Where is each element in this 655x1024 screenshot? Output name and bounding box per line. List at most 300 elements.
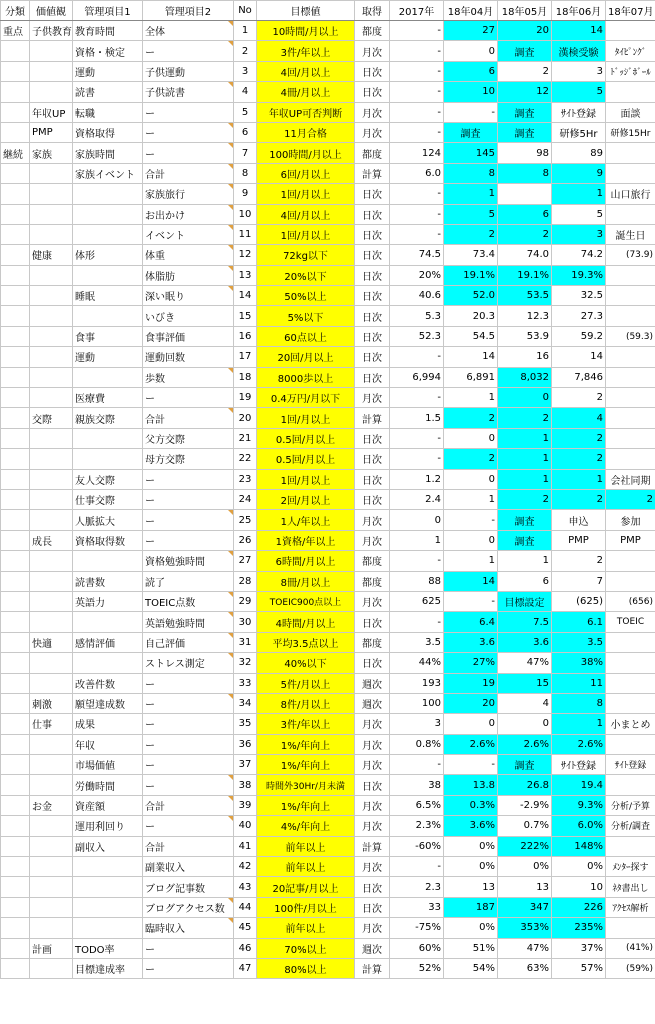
item1-cell: 副収入	[73, 836, 143, 856]
value-1804: 19.1%	[444, 265, 498, 285]
value-1807	[606, 204, 655, 224]
value-2017: 88	[390, 571, 444, 591]
value-cell: PMP	[30, 122, 73, 142]
item1-cell: 読書	[73, 82, 143, 102]
column-header: 18年06月	[552, 1, 606, 21]
item2-cell: 深い眠り	[143, 286, 234, 306]
value-1805: 26.8	[498, 775, 552, 795]
value-1805: 6	[498, 204, 552, 224]
value-1805: 調査	[498, 510, 552, 530]
value-2017: 193	[390, 673, 444, 693]
value-1807	[606, 428, 655, 448]
value-1807	[606, 836, 655, 856]
value-1806: 0%	[552, 857, 606, 877]
value-1804: 1	[444, 388, 498, 408]
value-2017: -	[390, 428, 444, 448]
value-cell: お金	[30, 795, 73, 815]
item1-cell	[73, 224, 143, 244]
value-1804: 51%	[444, 938, 498, 958]
value-2017: 40.6	[390, 286, 444, 306]
category-cell	[1, 489, 30, 509]
value-1807: 研修15Hr	[606, 122, 655, 142]
value-2017: -	[390, 857, 444, 877]
no-cell: 4	[234, 82, 257, 102]
value-1805: 2	[498, 408, 552, 428]
value-1807	[606, 82, 655, 102]
value-1805: 222%	[498, 836, 552, 856]
value-1805: 12	[498, 82, 552, 102]
value-2017: -	[390, 204, 444, 224]
item1-cell	[73, 428, 143, 448]
table-row	[1, 306, 655, 326]
item2-cell: 歩数	[143, 367, 234, 387]
item2-cell: ー	[143, 775, 234, 795]
no-cell: 10	[234, 204, 257, 224]
value-cell	[30, 918, 73, 938]
acquire-cell: 日次	[355, 347, 390, 367]
value-1806: 32.5	[552, 286, 606, 306]
value-2017: 0	[390, 510, 444, 530]
value-1805: 0	[498, 714, 552, 734]
value-cell	[30, 163, 73, 183]
value-1805: 98	[498, 143, 552, 163]
goal-cell: 3件/年以上	[257, 714, 355, 734]
value-1807	[606, 673, 655, 693]
value-cell	[30, 449, 73, 469]
value-1805: 調査	[498, 122, 552, 142]
value-2017: -75%	[390, 918, 444, 938]
no-cell: 13	[234, 265, 257, 285]
category-cell	[1, 41, 30, 61]
no-cell: 21	[234, 428, 257, 448]
value-cell	[30, 367, 73, 387]
category-cell	[1, 122, 30, 142]
value-1805: 347	[498, 897, 552, 917]
value-1806: 14	[552, 21, 606, 41]
category-cell	[1, 632, 30, 652]
item1-cell: 感情評価	[73, 632, 143, 652]
acquire-cell: 日次	[355, 286, 390, 306]
goal-cell: 80%以上	[257, 958, 355, 978]
item2-cell: 食事評価	[143, 326, 234, 346]
value-1804: 0.3%	[444, 795, 498, 815]
table-row	[1, 102, 655, 122]
goal-cell: 4時間/月以上	[257, 612, 355, 632]
acquire-cell: 週次	[355, 693, 390, 713]
item1-cell: 仕事交際	[73, 489, 143, 509]
value-1804: 0	[444, 428, 498, 448]
category-cell	[1, 163, 30, 183]
no-cell: 41	[234, 836, 257, 856]
value-1804: 1	[444, 184, 498, 204]
item2-cell: 全体	[143, 21, 234, 41]
item2-cell: ー	[143, 755, 234, 775]
column-header: 取得	[355, 1, 390, 21]
item2-cell: 資格勉強時間	[143, 551, 234, 571]
value-1804: 3.6	[444, 632, 498, 652]
goal-cell: 100件/月以上	[257, 897, 355, 917]
value-1806: ｻｲﾄ登録	[552, 102, 606, 122]
value-cell	[30, 510, 73, 530]
acquire-cell: 都度	[355, 571, 390, 591]
value-1804: -	[444, 102, 498, 122]
acquire-cell: 月次	[355, 795, 390, 815]
category-cell	[1, 326, 30, 346]
value-2017: -	[390, 122, 444, 142]
goal-cell: 6回/月以上	[257, 163, 355, 183]
value-1807: ﾀｲﾋﾟﾝｸﾞ	[606, 41, 655, 61]
value-cell	[30, 82, 73, 102]
value-1804: 2	[444, 408, 498, 428]
item1-cell	[73, 612, 143, 632]
value-1807	[606, 286, 655, 306]
acquire-cell: 計算	[355, 958, 390, 978]
value-1807: 2	[606, 489, 655, 509]
value-1804: 6	[444, 61, 498, 81]
value-1807: 小まとめ	[606, 714, 655, 734]
no-cell: 23	[234, 469, 257, 489]
goal-cell: 1%/年向上	[257, 755, 355, 775]
value-1807	[606, 693, 655, 713]
value-cell	[30, 857, 73, 877]
no-cell: 15	[234, 306, 257, 326]
goal-cell: 8件/月以上	[257, 693, 355, 713]
item1-cell	[73, 306, 143, 326]
table-row	[1, 408, 655, 428]
item1-cell: 英語力	[73, 591, 143, 611]
item2-cell: 自己評価	[143, 632, 234, 652]
item1-cell: 読書数	[73, 571, 143, 591]
item2-cell: 体脂肪	[143, 265, 234, 285]
value-1805: 1	[498, 449, 552, 469]
acquire-cell: 日次	[355, 428, 390, 448]
no-cell: 44	[234, 897, 257, 917]
table-row	[1, 897, 655, 917]
goal-cell: 年収UP可否判断	[257, 102, 355, 122]
value-1807	[606, 163, 655, 183]
value-1806: 10	[552, 877, 606, 897]
value-cell: 健康	[30, 245, 73, 265]
item2-cell: ー	[143, 510, 234, 530]
table-row	[1, 755, 655, 775]
value-1805: 調査	[498, 102, 552, 122]
header-row	[1, 1, 655, 21]
value-2017: 38	[390, 775, 444, 795]
value-cell	[30, 469, 73, 489]
value-2017: 2.3%	[390, 816, 444, 836]
no-cell: 3	[234, 61, 257, 81]
value-cell	[30, 897, 73, 917]
value-1805: 調査	[498, 755, 552, 775]
table-row	[1, 388, 655, 408]
value-2017: 44%	[390, 653, 444, 673]
value-1806: ｻｲﾄ登録	[552, 755, 606, 775]
goal-cell: 50%以上	[257, 286, 355, 306]
item1-cell: 運動	[73, 61, 143, 81]
value-cell	[30, 489, 73, 509]
item2-cell: 子供読書	[143, 82, 234, 102]
value-1806: 11	[552, 673, 606, 693]
category-cell	[1, 653, 30, 673]
item2-cell: ストレス測定	[143, 653, 234, 673]
value-cell	[30, 41, 73, 61]
category-cell	[1, 61, 30, 81]
item1-cell: 家族イベント	[73, 163, 143, 183]
goal-cell: 1回/月以上	[257, 224, 355, 244]
category-cell	[1, 795, 30, 815]
no-cell: 8	[234, 163, 257, 183]
value-2017: -	[390, 755, 444, 775]
value-1806: 8	[552, 693, 606, 713]
acquire-cell: 日次	[355, 489, 390, 509]
goal-cell: 1%/年向上	[257, 795, 355, 815]
table-row	[1, 245, 655, 265]
table-row	[1, 163, 655, 183]
value-1806: 1	[552, 184, 606, 204]
value-1806: 研修5Hr	[552, 122, 606, 142]
value-1805: 13	[498, 877, 552, 897]
item1-cell	[73, 918, 143, 938]
value-1807: (41%)	[606, 938, 655, 958]
value-1806: 9	[552, 163, 606, 183]
item2-cell: 家族旅行	[143, 184, 234, 204]
table-row	[1, 122, 655, 142]
item1-cell: 市場価値	[73, 755, 143, 775]
value-1804: 2.6%	[444, 734, 498, 754]
goal-cell: 時間外30Hr/月未満	[257, 775, 355, 795]
acquire-cell: 日次	[355, 61, 390, 81]
table-row	[1, 958, 655, 978]
value-1806: 漢検受験	[552, 41, 606, 61]
item2-cell: ー	[143, 41, 234, 61]
item2-cell: ー	[143, 469, 234, 489]
item1-cell: 転職	[73, 102, 143, 122]
value-1806: (625)	[552, 591, 606, 611]
no-cell: 20	[234, 408, 257, 428]
acquire-cell: 日次	[355, 367, 390, 387]
table-row	[1, 265, 655, 285]
value-1804: 54.5	[444, 326, 498, 346]
value-1807	[606, 449, 655, 469]
category-cell	[1, 571, 30, 591]
category-cell	[1, 775, 30, 795]
table-row	[1, 632, 655, 652]
column-header: 18年04月	[444, 1, 498, 21]
column-header: 2017年	[390, 1, 444, 21]
item1-cell	[73, 857, 143, 877]
no-cell: 26	[234, 530, 257, 550]
category-cell	[1, 265, 30, 285]
value-1805: 調査	[498, 530, 552, 550]
value-1807	[606, 918, 655, 938]
value-1805: 8	[498, 163, 552, 183]
acquire-cell: 日次	[355, 204, 390, 224]
value-1806: 2	[552, 551, 606, 571]
no-cell: 34	[234, 693, 257, 713]
value-cell: 子供教育	[30, 21, 73, 41]
value-1806: 19.4	[552, 775, 606, 795]
value-1806: 74.2	[552, 245, 606, 265]
acquire-cell: 日次	[355, 326, 390, 346]
goal-cell: 72kg以下	[257, 245, 355, 265]
no-cell: 39	[234, 795, 257, 815]
goal-cell: 11月合格	[257, 122, 355, 142]
item2-cell: 体重	[143, 245, 234, 265]
value-1804: -	[444, 591, 498, 611]
table-row	[1, 653, 655, 673]
value-1804: 1	[444, 489, 498, 509]
acquire-cell: 週次	[355, 673, 390, 693]
value-1805: 0%	[498, 857, 552, 877]
acquire-cell: 都度	[355, 21, 390, 41]
category-cell	[1, 897, 30, 917]
goal-cell: 1回/月以上	[257, 184, 355, 204]
value-cell	[30, 204, 73, 224]
value-2017: 2.3	[390, 877, 444, 897]
item1-cell: 年収	[73, 734, 143, 754]
no-cell: 7	[234, 143, 257, 163]
item1-cell: 家族時間	[73, 143, 143, 163]
value-1807	[606, 306, 655, 326]
value-1805: 47%	[498, 653, 552, 673]
value-1807: ﾄﾞｯｼﾞﾎﾞｰﾙ	[606, 61, 655, 81]
value-1807	[606, 347, 655, 367]
value-1807: (656)	[606, 591, 655, 611]
value-2017: -	[390, 21, 444, 41]
item2-cell: 合計	[143, 795, 234, 815]
category-cell	[1, 734, 30, 754]
acquire-cell: 月次	[355, 714, 390, 734]
table-row	[1, 857, 655, 877]
value-1804: 6,891	[444, 367, 498, 387]
value-1805: 63%	[498, 958, 552, 978]
value-1805: 74.0	[498, 245, 552, 265]
item2-cell: ー	[143, 958, 234, 978]
goal-cell: 1回/月以上	[257, 408, 355, 428]
item2-cell: お出かけ	[143, 204, 234, 224]
value-2017: -	[390, 612, 444, 632]
item2-cell: 合計	[143, 408, 234, 428]
value-cell: 快適	[30, 632, 73, 652]
no-cell: 16	[234, 326, 257, 346]
value-1806: 申込	[552, 510, 606, 530]
no-cell: 12	[234, 245, 257, 265]
category-cell	[1, 551, 30, 571]
category-cell	[1, 816, 30, 836]
value-2017: -	[390, 224, 444, 244]
item1-cell: 睡眠	[73, 286, 143, 306]
value-1807: 山口旅行	[606, 184, 655, 204]
goal-cell: 前年以上	[257, 857, 355, 877]
value-1804: 6.4	[444, 612, 498, 632]
value-1806: 89	[552, 143, 606, 163]
item2-cell: イベント	[143, 224, 234, 244]
value-1807	[606, 143, 655, 163]
table-row	[1, 428, 655, 448]
value-1805: 2	[498, 489, 552, 509]
table-row	[1, 143, 655, 163]
category-cell	[1, 857, 30, 877]
goal-cell: 平均3.5点以上	[257, 632, 355, 652]
value-cell	[30, 653, 73, 673]
no-cell: 47	[234, 958, 257, 978]
no-cell: 32	[234, 653, 257, 673]
value-cell: 家族	[30, 143, 73, 163]
value-1804: 187	[444, 897, 498, 917]
item2-cell: ー	[143, 489, 234, 509]
value-1805: 19.1%	[498, 265, 552, 285]
table-row	[1, 836, 655, 856]
no-cell: 17	[234, 347, 257, 367]
acquire-cell: 日次	[355, 469, 390, 489]
item2-cell: ー	[143, 816, 234, 836]
value-1804: 20	[444, 693, 498, 713]
table-row	[1, 449, 655, 469]
table-row	[1, 286, 655, 306]
column-header: 18年05月	[498, 1, 552, 21]
no-cell: 38	[234, 775, 257, 795]
item1-cell: 運動	[73, 347, 143, 367]
goal-cell: 0.5回/月以上	[257, 428, 355, 448]
value-cell	[30, 673, 73, 693]
item2-cell: ー	[143, 102, 234, 122]
value-1804: 73.4	[444, 245, 498, 265]
no-cell: 9	[234, 184, 257, 204]
goal-cell: TOEIC900点以上	[257, 591, 355, 611]
value-1805	[498, 184, 552, 204]
value-1805: 4	[498, 693, 552, 713]
value-cell	[30, 816, 73, 836]
no-cell: 27	[234, 551, 257, 571]
value-1805: 7.5	[498, 612, 552, 632]
no-cell: 42	[234, 857, 257, 877]
value-1806: 2	[552, 489, 606, 509]
acquire-cell: 日次	[355, 184, 390, 204]
value-cell	[30, 877, 73, 897]
value-1806: PMP	[552, 530, 606, 550]
value-1804: 0%	[444, 857, 498, 877]
item1-cell: 成果	[73, 714, 143, 734]
acquire-cell: 日次	[355, 897, 390, 917]
no-cell: 43	[234, 877, 257, 897]
acquire-cell: 月次	[355, 755, 390, 775]
value-1804: 2	[444, 449, 498, 469]
table-row	[1, 612, 655, 632]
value-cell	[30, 551, 73, 571]
no-cell: 33	[234, 673, 257, 693]
value-1807	[606, 571, 655, 591]
category-cell	[1, 612, 30, 632]
acquire-cell: 月次	[355, 102, 390, 122]
item1-cell: 労働時間	[73, 775, 143, 795]
value-1807: (59.3)	[606, 326, 655, 346]
value-1805: 20	[498, 21, 552, 41]
column-header: 管理項目2	[143, 1, 234, 21]
value-2017: 1.2	[390, 469, 444, 489]
no-cell: 28	[234, 571, 257, 591]
goal-cell: 40%以下	[257, 653, 355, 673]
acquire-cell: 日次	[355, 265, 390, 285]
item2-cell: ー	[143, 122, 234, 142]
value-1806: 3	[552, 224, 606, 244]
value-1806: 1	[552, 469, 606, 489]
table-row	[1, 714, 655, 734]
value-1804: 0	[444, 469, 498, 489]
goal-cell: 8000歩以上	[257, 367, 355, 387]
category-cell	[1, 82, 30, 102]
item1-cell: 願望達成数	[73, 693, 143, 713]
no-cell: 2	[234, 41, 257, 61]
